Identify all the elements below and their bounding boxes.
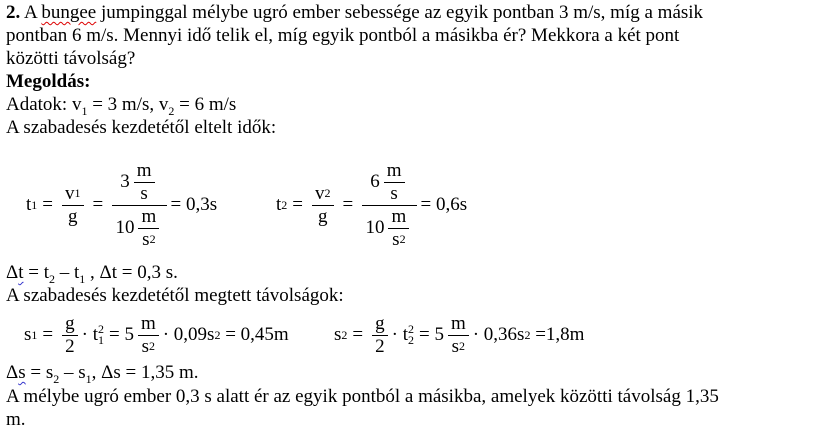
text: g: [68, 205, 78, 227]
text: Adatok: v: [6, 94, 82, 115]
text: 2: [168, 103, 175, 118]
text: m: [134, 160, 155, 183]
text: s: [392, 228, 400, 250]
text: = s: [25, 362, 54, 383]
text: 2: [407, 322, 414, 336]
fraction: [372, 313, 388, 358]
text: = 0,45m: [225, 324, 289, 345]
conclusion-line-1: A mélybe ugró ember 0,3 s alatt ér az egyik pontból a másikba, amelyek közötti távolság 1,35: [6, 386, 719, 407]
text: 2: [524, 327, 531, 342]
text: s: [18, 362, 26, 383]
times-heading: A szabadesés kezdetétől eltelt idők:: [6, 117, 277, 138]
text: = 6 m/s: [174, 94, 237, 115]
text: 2: [49, 271, 55, 286]
text: A: [20, 2, 42, 23]
text: 10: [115, 217, 135, 238]
text: g: [62, 313, 78, 336]
text: g: [372, 313, 388, 336]
text: 10: [365, 217, 385, 238]
fraction: [62, 313, 78, 358]
text: s: [140, 182, 148, 204]
problem-number: 2.: [6, 2, 21, 23]
text: 2: [149, 339, 156, 353]
text: · 0,36s: [472, 324, 525, 345]
text: s: [334, 324, 342, 345]
text: s: [390, 182, 398, 204]
text: = 5: [108, 324, 134, 345]
text: s: [451, 335, 460, 357]
distance-heading: A szabadesés kezdetétől megtett távolságok:: [6, 285, 344, 306]
equation-s1: s 1 = $\frac{g}{2}$ · t 2 1 = 5 m s 2 · 0,09s 2 = 0,45m: [24, 312, 289, 357]
text: 2: [97, 322, 104, 336]
problem-line-2: pontban 6 m/s. Mennyi idő telik el, míg egyik pontból a másikba ér? Mekkora a két pont: [6, 25, 680, 46]
text: , Δt = 0,3 s.: [85, 262, 178, 283]
equation-s2: s 2 = $\frac{g}{2}$ · t 2 2 = 5 m s 2 · 0,36s 2 =1,8m: [334, 312, 585, 357]
text: m: [138, 313, 159, 336]
fraction: [362, 160, 416, 251]
text: = 3 m/s, v: [87, 94, 169, 115]
text: 2: [399, 232, 406, 246]
text: 2: [149, 232, 156, 246]
text: 6: [370, 171, 380, 192]
fraction: [138, 313, 159, 358]
text: Δ: [6, 362, 19, 383]
problem-line-1: [6, 2, 703, 24]
text: m: [138, 206, 159, 229]
text: 2: [407, 333, 414, 347]
text: v: [65, 182, 75, 204]
conclusion-line-2: m.: [6, 409, 26, 430]
text: s: [142, 228, 150, 250]
text: jumpinggal mélybe ugró ember sebessége az egyik pontban 3 m/s, míg a másik: [96, 2, 704, 23]
text: 2: [53, 371, 60, 386]
text: · 0,09s: [162, 324, 215, 345]
solution-heading: Megoldás:: [6, 71, 91, 92]
text: = 0,6s: [420, 194, 468, 215]
text: = 0,3s: [170, 194, 218, 215]
text: 1: [97, 333, 104, 347]
text: Δ: [6, 262, 19, 283]
text: 2: [459, 339, 466, 353]
text: 1: [85, 371, 92, 386]
text: , Δs = 1,35 m.: [91, 362, 199, 383]
text: =1,8m: [535, 324, 585, 345]
text: = 5: [418, 324, 444, 345]
text: t: [18, 262, 24, 283]
text: t: [276, 194, 282, 215]
text: 1: [81, 103, 88, 118]
equation-t1: t 1 = v 1 g = 3 m s 10 m s 2 = 0,3s: [26, 159, 218, 250]
text: g: [318, 205, 328, 227]
text: – t: [55, 262, 80, 283]
text: s: [24, 324, 32, 345]
fraction: [312, 183, 334, 228]
text: 2: [375, 335, 385, 357]
text: – s: [59, 362, 86, 383]
text: t: [92, 324, 98, 345]
text: 2: [341, 327, 348, 342]
text: 2: [324, 186, 331, 200]
text: = t: [23, 262, 49, 283]
text: s: [141, 335, 150, 357]
problem-line-3: közötti távolság?: [6, 48, 136, 69]
text: 1: [31, 327, 38, 342]
text: t: [402, 324, 408, 345]
text: m: [448, 313, 469, 336]
text: t: [26, 194, 32, 215]
fraction: [62, 183, 84, 228]
text: v: [315, 182, 325, 204]
fraction: [112, 160, 166, 251]
text: 2: [65, 335, 75, 357]
text: m: [388, 206, 409, 229]
fraction: [448, 313, 469, 358]
text: 2: [281, 197, 288, 212]
text: 2: [214, 327, 221, 342]
text: 1: [31, 197, 38, 212]
equation-t2: t 2 = v 2 g = 6 m s 10 m s 2 = 0,6s: [276, 159, 468, 250]
text: m: [384, 160, 405, 183]
text: 1: [79, 271, 86, 286]
text: 3: [120, 171, 130, 192]
spellcheck-word: bungee: [41, 2, 97, 23]
text: 1: [74, 186, 81, 200]
